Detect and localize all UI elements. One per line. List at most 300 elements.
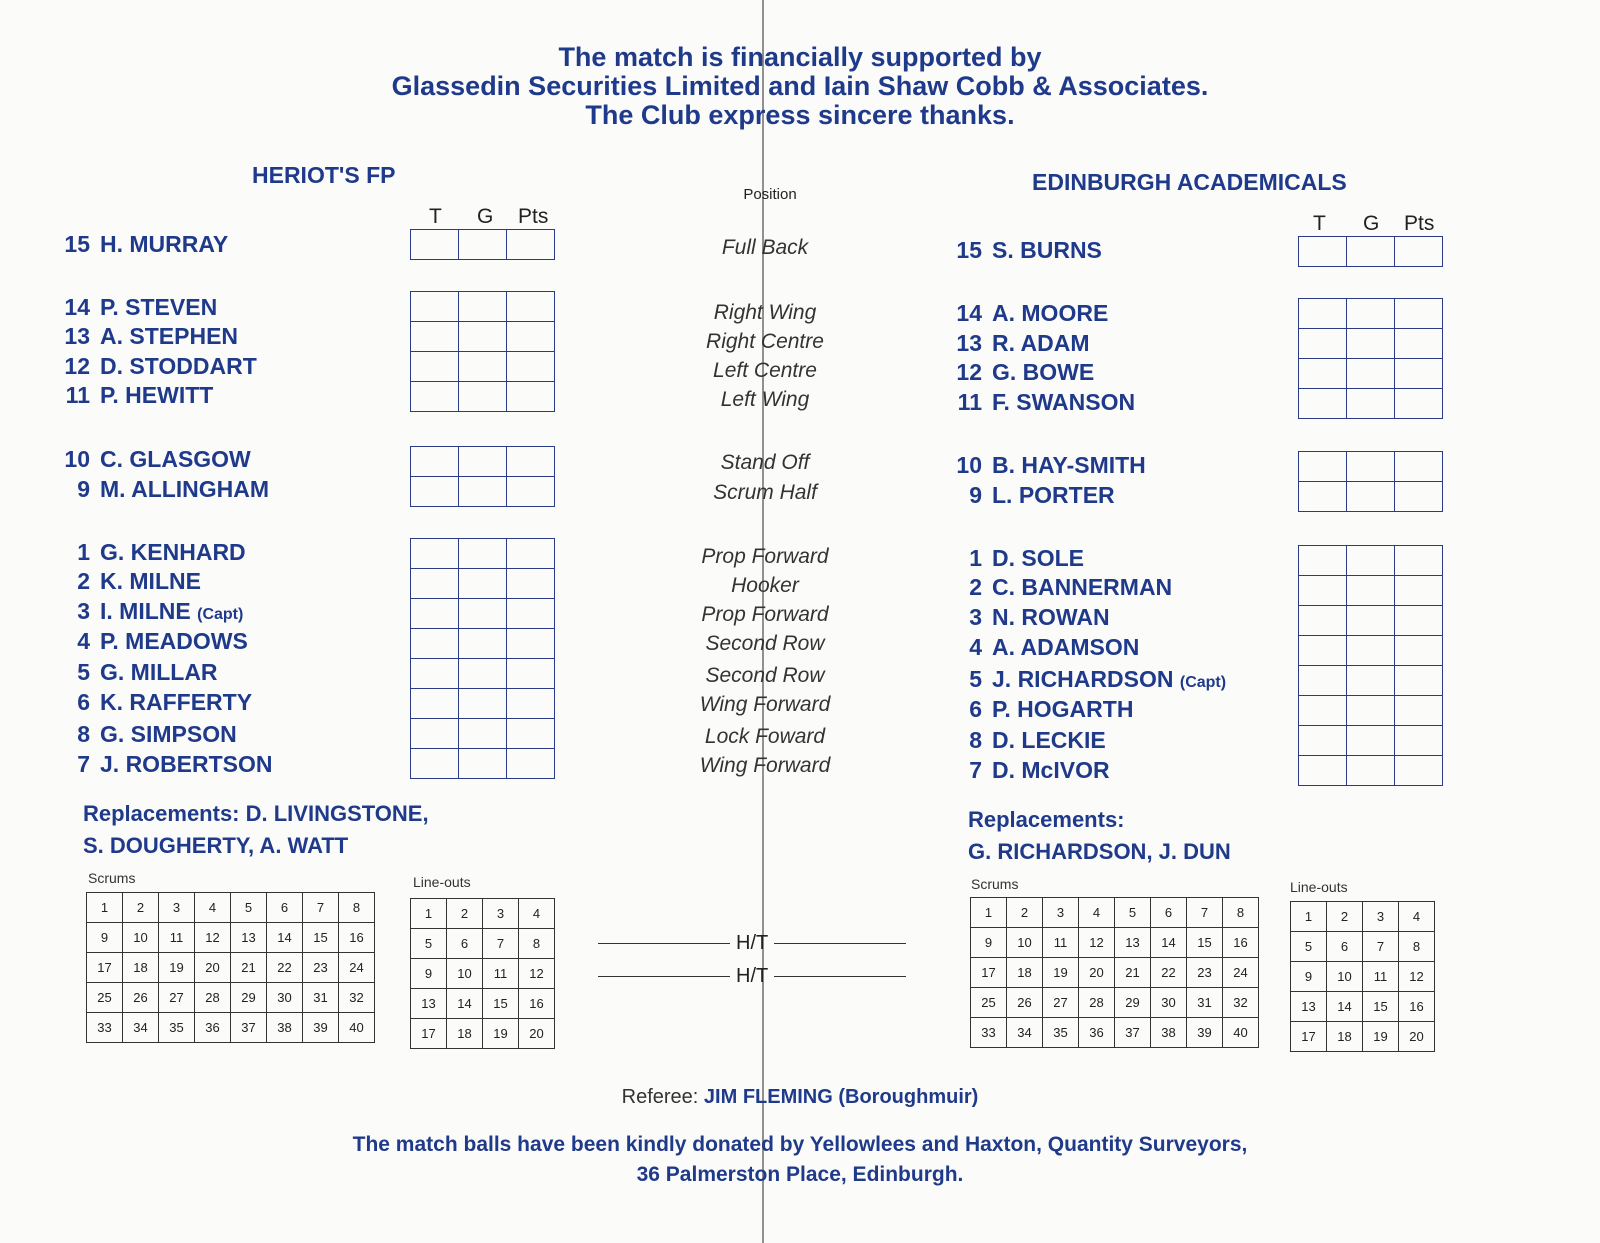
scrums-count-cell[interactable]: 6 [1151, 898, 1187, 928]
scrums-count-cell[interactable]: 31 [1187, 988, 1223, 1018]
away-player [952, 757, 1110, 784]
player-number: 7 [969, 757, 982, 783]
scrums-count-cell[interactable]: 4 [195, 893, 231, 923]
away-player [952, 359, 1094, 386]
scrums-count-cell[interactable]: 24 [339, 953, 375, 983]
player-name: P. STEVEN [100, 294, 218, 320]
ht-blank-home-2[interactable] [598, 976, 730, 977]
away-player [952, 389, 1135, 416]
score-cell[interactable] [1395, 452, 1443, 482]
score-cell[interactable] [1299, 666, 1347, 696]
ht-blank-away-1[interactable] [774, 943, 906, 944]
score-cell[interactable] [459, 447, 507, 477]
referee-name: JIM FLEMING (Boroughmuir) [703, 1086, 979, 1108]
score-cell[interactable] [1299, 606, 1347, 636]
away-score-grid [1298, 451, 1443, 512]
lineouts-count-cell[interactable]: 17 [1291, 1022, 1327, 1052]
lineouts-count-cell[interactable]: 10 [447, 959, 483, 989]
player-name: F. SWANSON [992, 389, 1136, 415]
footer-line-1: The match balls have been kindly donated by Yellowlees and Haxton, Quantity Surveyors, [352, 1133, 1248, 1156]
scrums-count-cell[interactable]: 9 [87, 923, 123, 953]
score-cell[interactable] [459, 689, 507, 719]
scrums-count-cell[interactable]: 23 [1187, 958, 1223, 988]
player-name: C. GLASGOW [100, 446, 251, 472]
scrums-count-cell[interactable]: 10 [1007, 928, 1043, 958]
scrums-count-cell[interactable]: 9 [971, 928, 1007, 958]
player-number: 3 [77, 598, 90, 624]
scrums-count-cell[interactable]: 3 [159, 893, 195, 923]
score-cell[interactable] [1347, 696, 1395, 726]
scrums-count-cell[interactable]: 12 [1079, 928, 1115, 958]
score-cell[interactable] [411, 629, 459, 659]
score-cell[interactable] [411, 689, 459, 719]
score-cell[interactable] [1347, 666, 1395, 696]
scrums-count-cell[interactable]: 36 [195, 1013, 231, 1043]
away-replacements-line-1: Replacements: [968, 807, 1125, 832]
home-team-name: HERIOT'S FP [252, 162, 396, 188]
player-number: 11 [957, 389, 982, 415]
away-score-grid [1298, 236, 1443, 267]
away-player [952, 666, 1226, 693]
score-cell[interactable] [459, 749, 507, 779]
player-number: 4 [77, 628, 90, 654]
sponsor-line-2: Glassedin Securities Limited and Iain Shaw Cobb & Associates. [391, 71, 1209, 101]
lineouts-count-cell[interactable]: 7 [1363, 932, 1399, 962]
scrums-count-cell[interactable]: 35 [159, 1013, 195, 1043]
away-score-grid [1298, 545, 1443, 786]
player-number: 1 [969, 545, 982, 571]
scrums-count-cell[interactable]: 26 [123, 983, 159, 1013]
player-number: 9 [969, 482, 982, 508]
scrums-count-cell[interactable]: 28 [1079, 988, 1115, 1018]
scrums-count-cell[interactable]: 23 [303, 953, 339, 983]
player-name: A. ADAMSON [992, 634, 1140, 660]
score-cell[interactable] [411, 749, 459, 779]
player-name: G. BOWE [992, 359, 1095, 385]
scrums-count-cell[interactable]: 33 [971, 1018, 1007, 1048]
lineouts-count-cell[interactable]: 18 [1327, 1022, 1363, 1052]
scrums-count-cell[interactable]: 30 [267, 983, 303, 1013]
score-cell[interactable] [507, 447, 555, 477]
lineouts-count-cell[interactable]: 16 [519, 989, 555, 1019]
home-player [60, 446, 251, 473]
score-cell[interactable] [507, 352, 555, 382]
score-cell[interactable] [1299, 329, 1347, 359]
scrums-count-cell[interactable]: 37 [1115, 1018, 1151, 1048]
player-number: 3 [969, 604, 982, 630]
lineouts-count-cell[interactable]: 5 [411, 929, 447, 959]
scrums-count-cell[interactable]: 2 [123, 893, 159, 923]
score-cell[interactable] [1299, 299, 1347, 329]
score-cell[interactable] [411, 322, 459, 352]
scrums-count-cell[interactable]: 4 [1079, 898, 1115, 928]
score-cell[interactable] [459, 230, 507, 260]
lineouts-count-cell[interactable]: 1 [411, 899, 447, 929]
scrums-count-cell[interactable]: 30 [1151, 988, 1187, 1018]
score-cell[interactable] [459, 322, 507, 352]
scrums-count-cell[interactable]: 8 [339, 893, 375, 923]
player-name: I. MILNE [100, 598, 191, 624]
score-cell[interactable] [1395, 606, 1443, 636]
lineouts-count-cell[interactable]: 2 [1327, 902, 1363, 932]
scrums-count-cell[interactable]: 37 [231, 1013, 267, 1043]
score-cell[interactable] [507, 230, 555, 260]
score-cell[interactable] [507, 749, 555, 779]
home-replacements-line-2: S. DOUGHERTY, A. WATT [83, 833, 349, 858]
score-cell[interactable] [1395, 696, 1443, 726]
scrums-count-cell[interactable]: 15 [1187, 928, 1223, 958]
score-cell[interactable] [1395, 389, 1443, 419]
player-number: 2 [969, 574, 982, 600]
scrums-count-cell[interactable]: 13 [1115, 928, 1151, 958]
position-label: Left Centre [713, 359, 817, 382]
score-cell[interactable] [1395, 666, 1443, 696]
score-cell[interactable] [507, 599, 555, 629]
score-cell[interactable] [459, 539, 507, 569]
scrums-count-cell[interactable]: 25 [87, 983, 123, 1013]
score-cell[interactable] [507, 292, 555, 322]
position-label: Prop Forward [701, 545, 829, 568]
half-time-row-2 [592, 965, 912, 988]
score-cell[interactable] [459, 629, 507, 659]
scrums-count-cell[interactable]: 21 [1115, 958, 1151, 988]
scrums-count-cell[interactable]: 22 [1151, 958, 1187, 988]
scrums-count-cell[interactable]: 27 [1043, 988, 1079, 1018]
score-cell[interactable] [459, 719, 507, 749]
score-cell[interactable] [1299, 726, 1347, 756]
scrums-count-cell[interactable]: 19 [1043, 958, 1079, 988]
score-cell[interactable] [507, 719, 555, 749]
scrums-count-cell[interactable]: 8 [1223, 898, 1259, 928]
scrums-count-cell[interactable]: 19 [159, 953, 195, 983]
lineouts-count-cell[interactable]: 4 [1399, 902, 1435, 932]
score-cell[interactable] [1347, 389, 1395, 419]
score-cell[interactable] [1347, 636, 1395, 666]
lineouts-count-cell[interactable]: 6 [1327, 932, 1363, 962]
player-name: D. SOLE [992, 545, 1085, 571]
score-cell[interactable] [1347, 482, 1395, 512]
scrums-count-cell[interactable]: 11 [1043, 928, 1079, 958]
lineouts-count-cell[interactable]: 18 [447, 1019, 483, 1049]
away-player [952, 300, 1108, 327]
scrums-count-cell[interactable]: 38 [1151, 1018, 1187, 1048]
score-cell[interactable] [1347, 452, 1395, 482]
scrums-count-cell[interactable]: 32 [339, 983, 375, 1013]
scrums-count-cell[interactable]: 21 [231, 953, 267, 983]
score-cell[interactable] [1395, 299, 1443, 329]
score-cell[interactable] [1395, 237, 1443, 267]
lineouts-count-cell[interactable]: 1 [1291, 902, 1327, 932]
scrums-count-cell[interactable]: 10 [123, 923, 159, 953]
lineouts-count-cell[interactable]: 6 [447, 929, 483, 959]
score-cell[interactable] [411, 447, 459, 477]
scrums-count-cell[interactable]: 1 [87, 893, 123, 923]
lineouts-count-cell[interactable]: 15 [483, 989, 519, 1019]
score-cell[interactable] [1347, 299, 1395, 329]
scrums-count-cell[interactable]: 2 [1007, 898, 1043, 928]
score-cell[interactable] [1395, 726, 1443, 756]
score-cell[interactable] [1299, 359, 1347, 389]
scrums-count-cell[interactable]: 5 [1115, 898, 1151, 928]
lineouts-count-cell[interactable]: 9 [411, 959, 447, 989]
home-col-pts: Pts [518, 205, 549, 228]
player-name: N. ROWAN [992, 604, 1110, 630]
home-player [60, 476, 269, 503]
player-name: G. MILLAR [100, 659, 218, 685]
lineouts-count-cell[interactable]: 13 [411, 989, 447, 1019]
player-name: S. BURNS [992, 237, 1102, 263]
lineouts-count-cell[interactable]: 4 [519, 899, 555, 929]
score-cell[interactable] [1299, 696, 1347, 726]
score-cell[interactable] [459, 477, 507, 507]
scrums-count-cell[interactable]: 34 [123, 1013, 159, 1043]
scrums-count-cell[interactable]: 40 [1223, 1018, 1259, 1048]
away-scrums-label: Scrums [971, 876, 1019, 892]
position-label: Full Back [721, 236, 809, 259]
scrums-count-cell[interactable]: 35 [1043, 1018, 1079, 1048]
home-player [60, 231, 228, 258]
lineouts-count-cell[interactable]: 14 [1327, 992, 1363, 1022]
scrums-count-cell[interactable]: 14 [1151, 928, 1187, 958]
player-number: 5 [969, 666, 982, 692]
lineouts-count-cell[interactable]: 3 [483, 899, 519, 929]
lineouts-count-cell[interactable]: 16 [1399, 992, 1435, 1022]
home-player [60, 598, 243, 625]
score-cell[interactable] [411, 230, 459, 260]
score-cell[interactable] [1299, 636, 1347, 666]
player-number: 12 [64, 353, 90, 379]
score-cell[interactable] [459, 382, 507, 412]
scrums-count-cell[interactable]: 34 [1007, 1018, 1043, 1048]
sponsor-line-1: The match is financially supported by [558, 42, 1042, 72]
player-number: 6 [77, 689, 90, 715]
lineouts-count-cell[interactable]: 20 [519, 1019, 555, 1049]
away-player [952, 574, 1172, 601]
home-scrums-label: Scrums [88, 870, 136, 886]
player-name: L. PORTER [992, 482, 1115, 508]
scrums-count-cell[interactable]: 11 [159, 923, 195, 953]
lineouts-count-cell[interactable]: 9 [1291, 962, 1327, 992]
home-score-grid [410, 229, 555, 260]
score-cell[interactable] [1395, 482, 1443, 512]
score-cell[interactable] [1347, 756, 1395, 786]
ht-blank-home-1[interactable] [598, 943, 730, 944]
player-number: 7 [77, 751, 90, 777]
scrums-count-cell[interactable]: 36 [1079, 1018, 1115, 1048]
score-cell[interactable] [1299, 389, 1347, 419]
scrums-count-cell[interactable]: 20 [195, 953, 231, 983]
scrums-count-cell[interactable]: 40 [339, 1013, 375, 1043]
player-number: 6 [969, 696, 982, 722]
away-replacements-line-2: G. RICHARDSON, J. DUN [968, 839, 1231, 864]
player-name: J. RICHARDSON [992, 666, 1174, 692]
player-name: K. MILNE [100, 568, 201, 594]
scrums-count-cell[interactable]: 5 [231, 893, 267, 923]
score-cell[interactable] [411, 477, 459, 507]
score-cell[interactable] [459, 352, 507, 382]
lineouts-count-cell[interactable]: 11 [483, 959, 519, 989]
player-name: D. McIVOR [992, 757, 1110, 783]
scrums-count-cell[interactable]: 28 [195, 983, 231, 1013]
scrums-count-cell[interactable]: 17 [971, 958, 1007, 988]
score-cell[interactable] [411, 659, 459, 689]
scrums-count-cell[interactable]: 38 [267, 1013, 303, 1043]
scrums-count-cell[interactable]: 29 [231, 983, 267, 1013]
lineouts-count-cell[interactable]: 19 [1363, 1022, 1399, 1052]
away-score-grid [1298, 298, 1443, 419]
score-cell[interactable] [1347, 546, 1395, 576]
scrums-count-cell[interactable]: 20 [1079, 958, 1115, 988]
score-cell[interactable] [1395, 329, 1443, 359]
scrums-count-cell[interactable]: 6 [267, 893, 303, 923]
player-number: 15 [956, 237, 982, 263]
score-cell[interactable] [1299, 756, 1347, 786]
score-cell[interactable] [1299, 237, 1347, 267]
lineouts-count-cell[interactable]: 10 [1327, 962, 1363, 992]
score-cell[interactable] [1395, 756, 1443, 786]
lineouts-count-cell[interactable]: 12 [519, 959, 555, 989]
score-cell[interactable] [1395, 576, 1443, 606]
player-number: 14 [64, 294, 90, 320]
scrums-count-cell[interactable]: 33 [87, 1013, 123, 1043]
ht-label-2: H/T [736, 965, 769, 987]
score-cell[interactable] [507, 569, 555, 599]
score-cell[interactable] [459, 599, 507, 629]
score-cell[interactable] [459, 659, 507, 689]
score-cell[interactable] [411, 292, 459, 322]
scrums-count-cell[interactable]: 3 [1043, 898, 1079, 928]
away-player [952, 452, 1146, 479]
scrums-count-cell[interactable]: 18 [1007, 958, 1043, 988]
score-cell[interactable] [507, 322, 555, 352]
ht-label-1: H/T [736, 932, 769, 954]
scrums-count-cell[interactable]: 39 [1187, 1018, 1223, 1048]
home-score-grid [410, 291, 555, 412]
score-cell[interactable] [1347, 576, 1395, 606]
scrums-count-cell[interactable]: 18 [123, 953, 159, 983]
home-player [60, 294, 217, 321]
scrums-count-cell[interactable]: 32 [1223, 988, 1259, 1018]
score-cell[interactable] [507, 477, 555, 507]
player-name: D. STODDART [100, 353, 257, 379]
player-number: 5 [77, 659, 90, 685]
scrums-count-cell[interactable]: 22 [267, 953, 303, 983]
scrums-count-cell[interactable]: 1 [971, 898, 1007, 928]
home-lineouts-table [410, 898, 555, 1049]
lineouts-count-cell[interactable]: 7 [483, 929, 519, 959]
score-cell[interactable] [1299, 546, 1347, 576]
score-cell[interactable] [411, 382, 459, 412]
lineouts-count-cell[interactable]: 8 [519, 929, 555, 959]
score-cell[interactable] [1347, 606, 1395, 636]
footer-line-2: 36 Palmerston Place, Edinburgh. [636, 1163, 964, 1186]
scrums-count-cell[interactable]: 16 [1223, 928, 1259, 958]
player-name: P. HEWITT [100, 382, 214, 408]
score-cell[interactable] [411, 719, 459, 749]
scrums-count-cell[interactable]: 7 [303, 893, 339, 923]
score-cell[interactable] [1299, 482, 1347, 512]
score-cell[interactable] [459, 569, 507, 599]
away-player [952, 634, 1139, 661]
scrums-count-cell[interactable]: 27 [159, 983, 195, 1013]
score-cell[interactable] [1347, 359, 1395, 389]
scrums-count-cell[interactable]: 31 [303, 983, 339, 1013]
lineouts-count-cell[interactable]: 2 [447, 899, 483, 929]
lineouts-count-cell[interactable]: 14 [447, 989, 483, 1019]
scrums-count-cell[interactable]: 13 [231, 923, 267, 953]
away-col-pts: Pts [1404, 212, 1435, 235]
sponsor-line-3: The Club express sincere thanks. [585, 100, 1015, 130]
score-cell[interactable] [459, 292, 507, 322]
home-replacements [83, 798, 429, 862]
lineouts-count-cell[interactable]: 17 [411, 1019, 447, 1049]
score-cell[interactable] [507, 689, 555, 719]
score-cell[interactable] [1347, 726, 1395, 756]
player-number: 2 [77, 568, 90, 594]
scrums-count-cell[interactable]: 12 [195, 923, 231, 953]
lineouts-count-cell[interactable]: 5 [1291, 932, 1327, 962]
lineouts-count-cell[interactable]: 19 [483, 1019, 519, 1049]
score-cell[interactable] [1395, 546, 1443, 576]
score-cell[interactable] [411, 352, 459, 382]
scrums-count-cell[interactable]: 39 [303, 1013, 339, 1043]
score-cell[interactable] [507, 539, 555, 569]
score-cell[interactable] [411, 599, 459, 629]
scrums-count-cell[interactable]: 26 [1007, 988, 1043, 1018]
score-cell[interactable] [1395, 359, 1443, 389]
player-name: P. MEADOWS [100, 628, 248, 654]
home-player [60, 568, 201, 595]
scrums-count-cell[interactable]: 29 [1115, 988, 1151, 1018]
lineouts-count-cell[interactable]: 12 [1399, 962, 1435, 992]
home-score-grid [410, 446, 555, 507]
scrums-count-cell[interactable]: 16 [339, 923, 375, 953]
scrums-count-cell[interactable]: 25 [971, 988, 1007, 1018]
player-number: 13 [64, 323, 90, 349]
player-name: K. RAFFERTY [100, 689, 253, 715]
player-number: 4 [969, 634, 982, 660]
ht-blank-away-2[interactable] [774, 976, 906, 977]
lineouts-count-cell[interactable]: 8 [1399, 932, 1435, 962]
captain-marker: (Capt) [1179, 674, 1227, 691]
lineouts-count-cell[interactable]: 13 [1291, 992, 1327, 1022]
scrums-count-cell[interactable]: 7 [1187, 898, 1223, 928]
score-cell[interactable] [411, 569, 459, 599]
home-col-g: G [477, 205, 494, 228]
score-cell[interactable] [1347, 237, 1395, 267]
score-cell[interactable] [507, 629, 555, 659]
lineouts-count-cell[interactable]: 20 [1399, 1022, 1435, 1052]
scrums-count-cell[interactable]: 14 [267, 923, 303, 953]
scrums-count-cell[interactable]: 17 [87, 953, 123, 983]
lineouts-count-cell[interactable]: 15 [1363, 992, 1399, 1022]
lineouts-count-cell[interactable]: 11 [1363, 962, 1399, 992]
away-col-t: T [1313, 212, 1326, 235]
away-replacements [968, 804, 1231, 868]
scrums-count-cell[interactable]: 15 [303, 923, 339, 953]
player-number: 10 [64, 446, 90, 472]
player-name: R. ADAM [992, 330, 1090, 356]
scrums-count-cell[interactable]: 24 [1223, 958, 1259, 988]
score-cell[interactable] [411, 539, 459, 569]
score-cell[interactable] [507, 659, 555, 689]
score-cell[interactable] [507, 382, 555, 412]
score-cell[interactable] [1299, 452, 1347, 482]
score-cell[interactable] [1347, 329, 1395, 359]
score-cell[interactable] [1299, 576, 1347, 606]
lineouts-count-cell[interactable]: 3 [1363, 902, 1399, 932]
score-cell[interactable] [1395, 636, 1443, 666]
